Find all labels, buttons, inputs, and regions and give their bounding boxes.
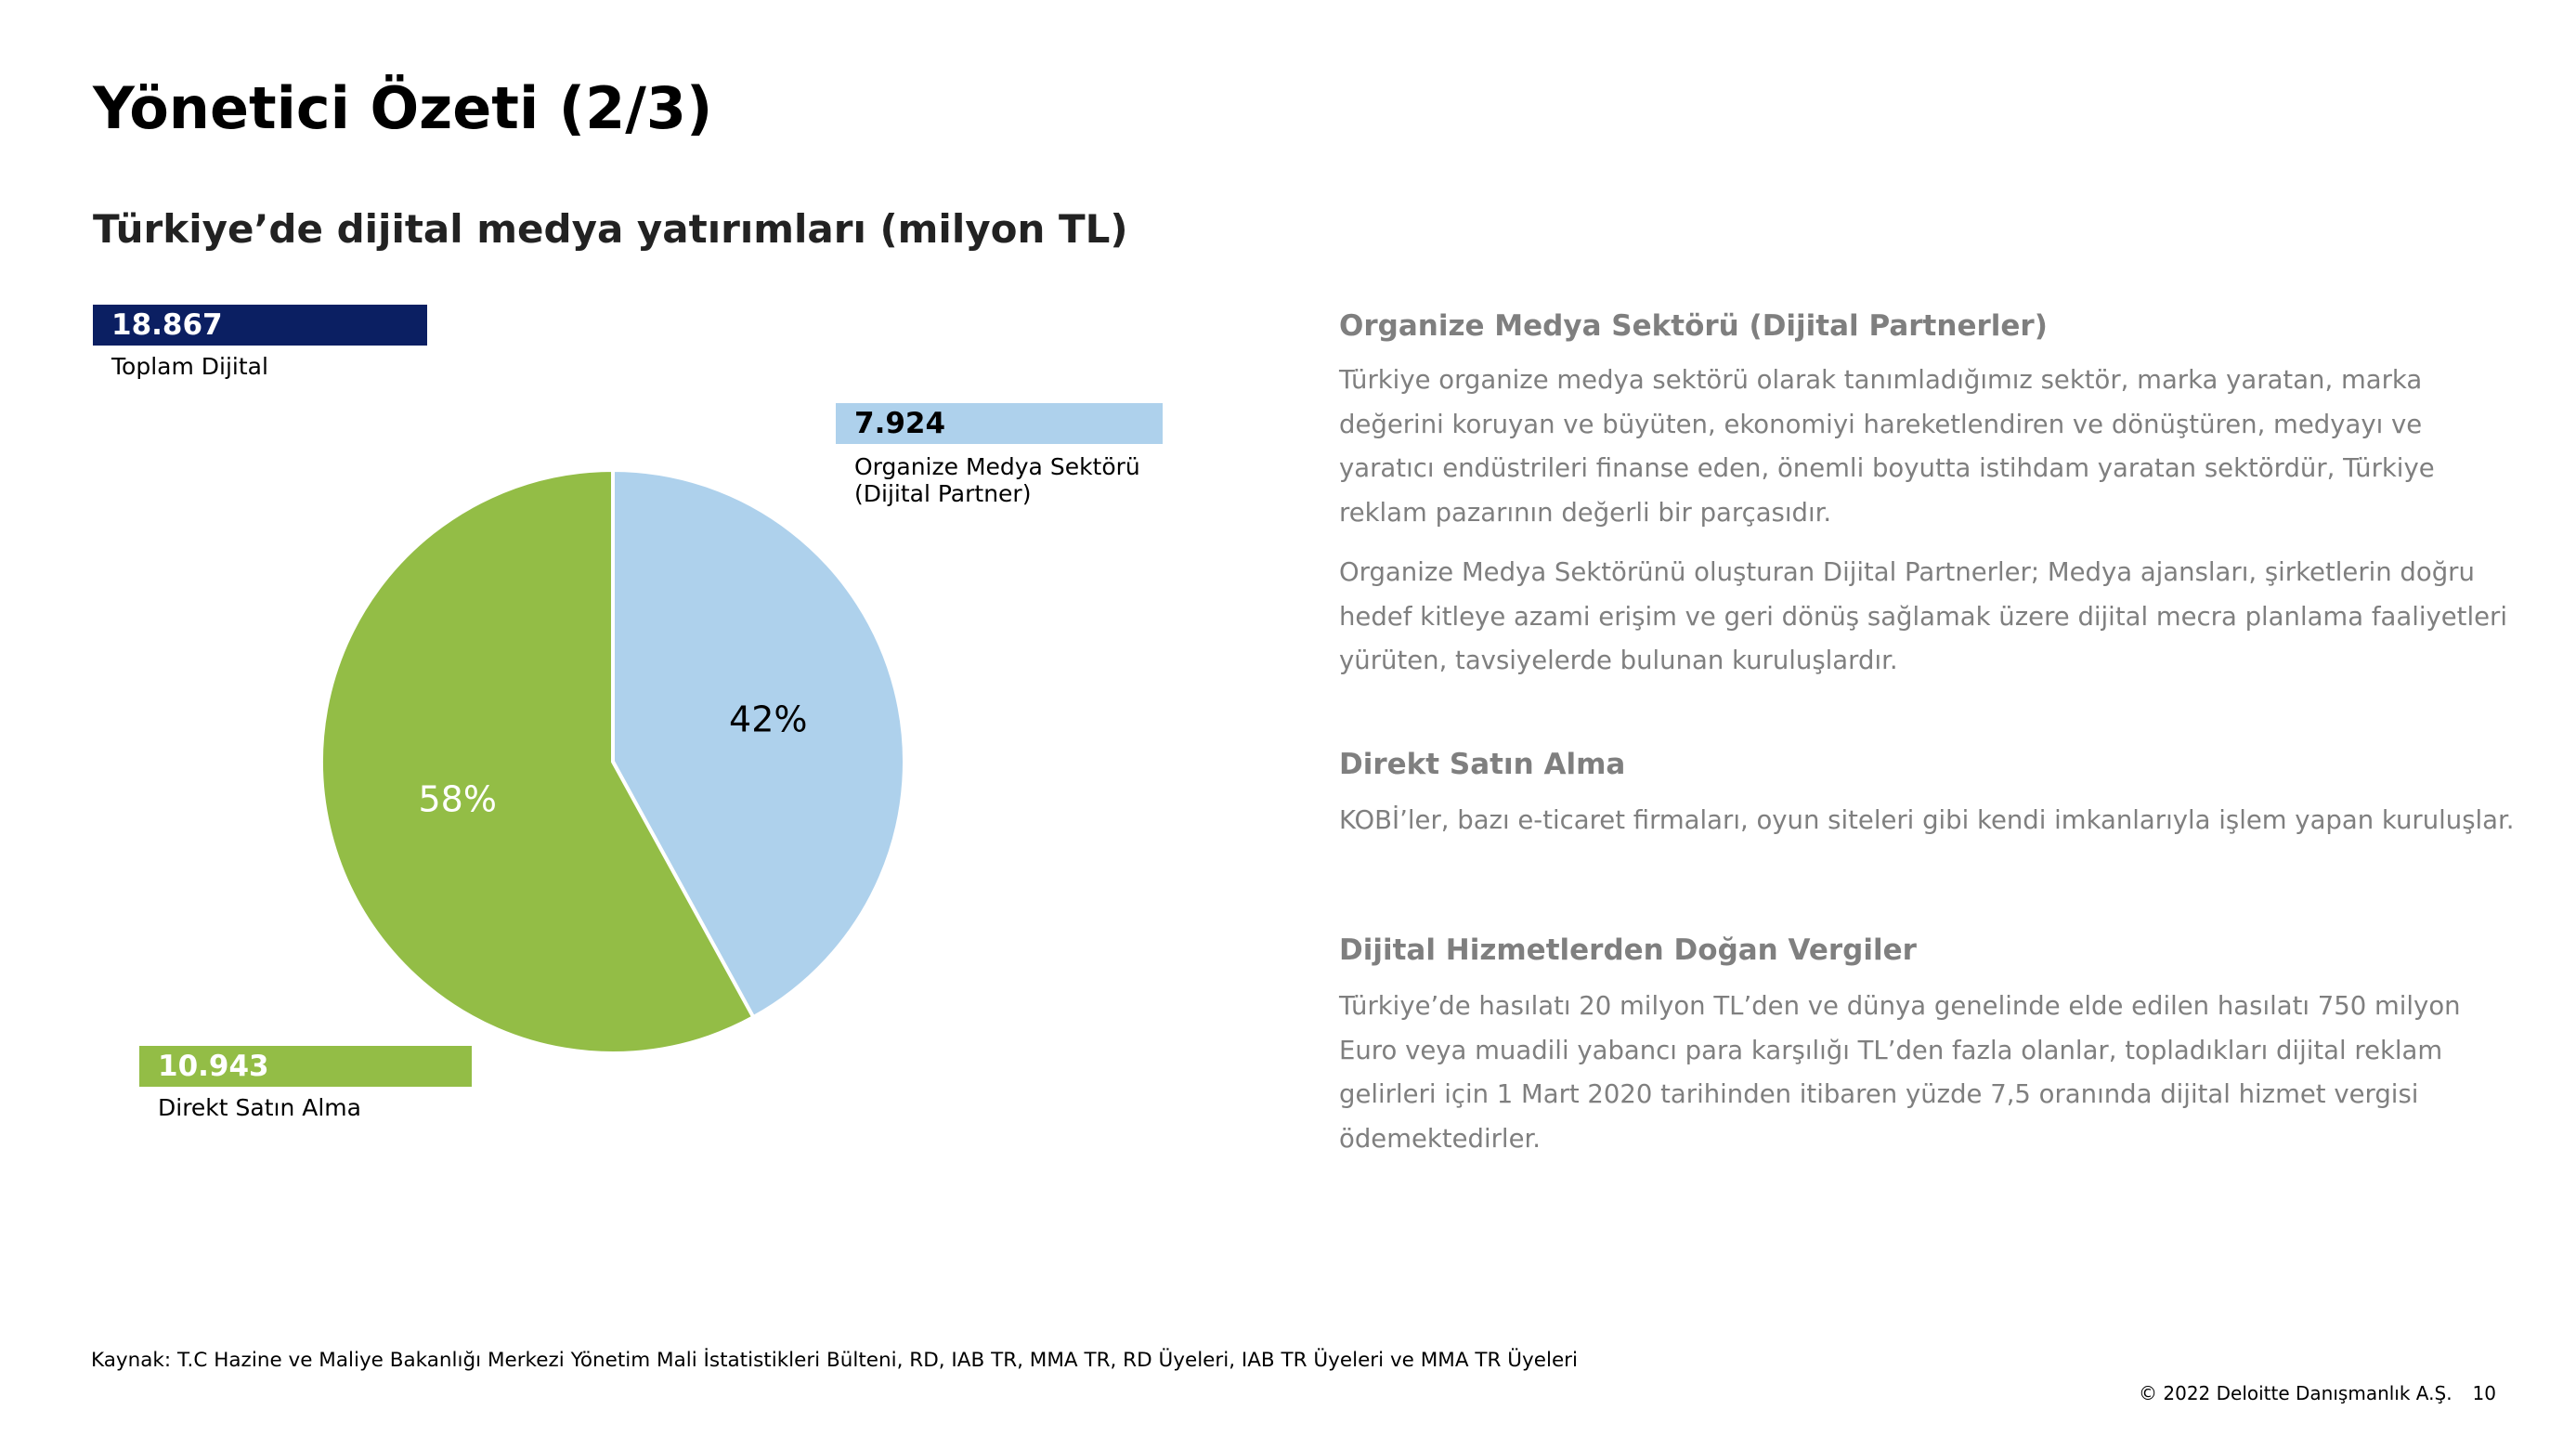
pie-slice-label: 42% bbox=[729, 698, 808, 740]
direct-purchase-label: Direkt Satın Alma bbox=[158, 1094, 361, 1121]
section-body-organize bbox=[1339, 359, 2518, 684]
section-body-tax bbox=[1339, 985, 2518, 1161]
page-number: 10 bbox=[2472, 1382, 2496, 1404]
page-title: Yönetici Özeti (2/3) bbox=[93, 74, 713, 142]
pie-chart bbox=[306, 455, 919, 1068]
section-body-direkt bbox=[1339, 799, 2518, 843]
section-paragraph: Türkiye organize medya sektörü olarak tanımladığımız sektör, marka yaratan, marka değerini koruyan ve büyüten, ekonomiyi hareketlendiren ve dönüştüren, medyayı ve yaratıcı endüstrileri finanse eden, önemli boyutta istihdam yaratan sektördür, Türkiye reklam pazarının değerli bir parçasıdır. bbox=[1339, 365, 2435, 528]
section-heading-tax: Dijital Hizmetlerden Doğan Vergiler bbox=[1339, 933, 1917, 967]
pie-slice-label: 58% bbox=[418, 778, 497, 820]
section-heading-organize: Organize Medya Sektörü (Dijital Partnerler) bbox=[1339, 309, 2048, 343]
footer-copyright bbox=[2139, 1382, 2496, 1404]
organize-media-label-line1: Organize Medya Sektörü bbox=[854, 453, 1140, 480]
organize-media-value: 7.924 bbox=[836, 403, 1163, 444]
source-note: Kaynak: T.C Hazine ve Maliye Bakanlığı Merkezi Yönetim Mali İstatistikleri Bülteni, RD, IAB TR, MMA TR, RD Üyeleri, IAB TR Üyeleri ve MMA TR Üyeleri bbox=[91, 1349, 1578, 1372]
section-paragraph: Organize Medya Sektörünü oluşturan Dijital Partnerler; Medya ajansları, şirketlerin doğru hedef kitleye azami erişim ve geri dönüş sağlamak üzere dijital mecra planlama faaliyetleri yürüten, tavsiyelerde bulunan kuruluşlardır. bbox=[1339, 557, 2507, 675]
total-digital-label: Toplam Dijital bbox=[111, 353, 268, 380]
copyright-text: © 2022 Deloitte Danışmanlık A.Ş. bbox=[2139, 1382, 2452, 1404]
section-paragraph: KOBİ’ler, bazı e-ticaret firmaları, oyun siteleri gibi kendi imkanlarıyla işlem yapan kuruluşlar. bbox=[1339, 805, 2515, 835]
section-paragraph: Türkiye’de hasılatı 20 milyon TL’den ve dünya genelinde elde edilen hasılatı 750 milyon Euro veya muadili yabancı para karşılığı TL’den fazla olanlar, topladıkları dijital reklam gelirleri için 1 Mart 2020 tarihinden itibaren yüzde 7,5 oranında dijital hizmet vergisi ödemektedirler. bbox=[1339, 991, 2461, 1154]
section-heading-direkt: Direkt Satın Alma bbox=[1339, 748, 1626, 781]
chart-subtitle: Türkiye’de dijital medya yatırımları (milyon TL) bbox=[93, 206, 1128, 252]
direct-purchase-value: 10.943 bbox=[139, 1046, 472, 1087]
total-digital-value: 18.867 bbox=[93, 305, 427, 346]
organize-media-label-line2: (Dijital Partner) bbox=[854, 480, 1032, 507]
